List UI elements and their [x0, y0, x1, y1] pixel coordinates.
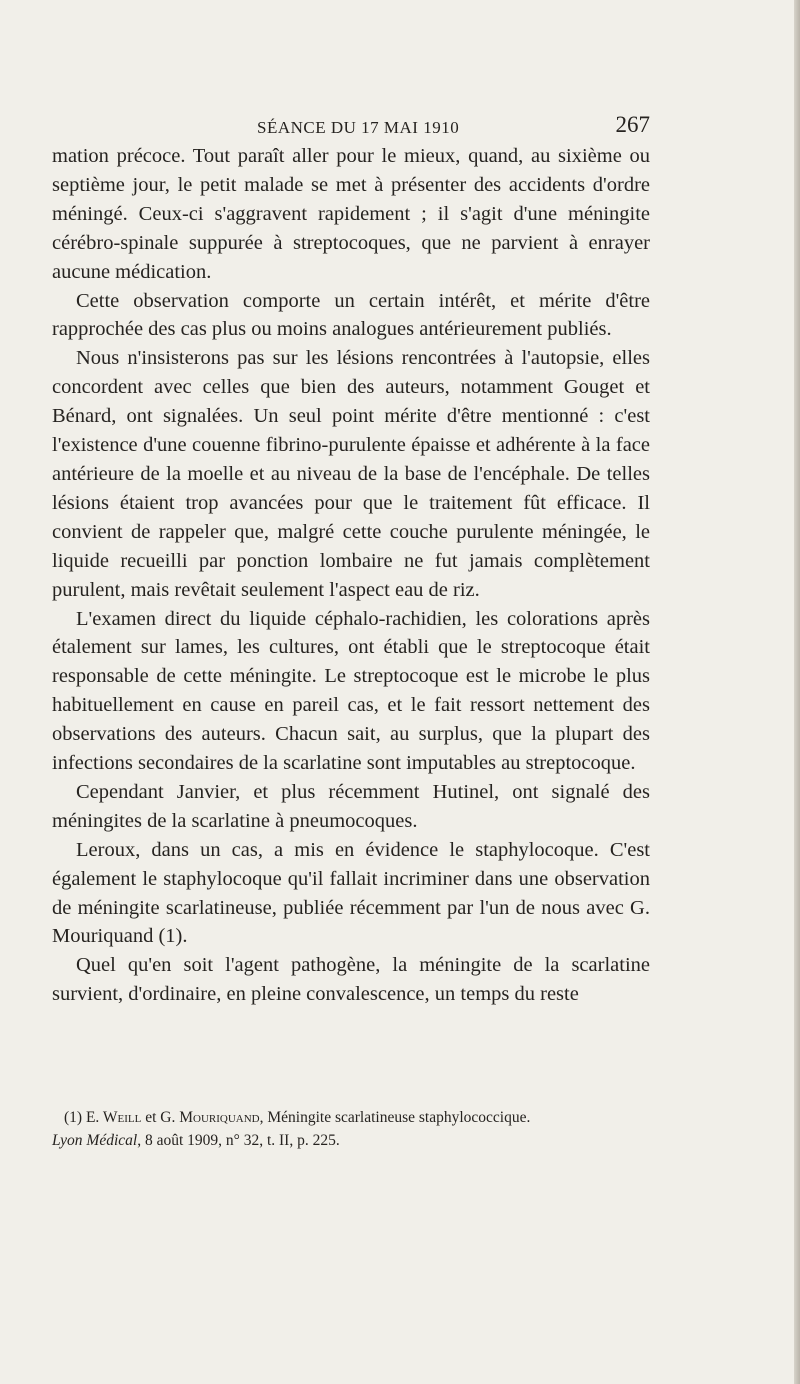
- footnote-title: Méningite scarlatineuse staphylococcique.: [267, 1109, 531, 1126]
- running-title: SÉANCE DU 17 MAI 1910: [257, 118, 460, 137]
- paragraph-5: Cependant Janvier, et plus récemment Hutinel, ont signalé des méningites de la scarlatine à pneumocoques.: [52, 780, 650, 832]
- page-edge: [794, 0, 800, 1384]
- footnote-conjunction: et: [145, 1109, 157, 1126]
- footnote-journal: Lyon Médical: [52, 1131, 138, 1149]
- paragraph-7: Quel qu'en soit l'agent pathogène, la méningite de la scarlatine survient, d'ordinaire, en pleine convalescence, un temps du reste: [52, 954, 650, 1006]
- footnote-author-1: E. Weill: [85, 1109, 142, 1126]
- paragraph-6: Leroux, dans un cas, a mis en évidence le staphylocoque. C'est également le staphylocoque qu'il fallait incriminer dans une observation de méningite scarlatineuse, publiée récemment par l'un de nous avec G. Mouriquand (1).: [52, 838, 650, 948]
- paragraph-1: mation précoce. Tout paraît aller pour le mieux, quand, au sixième ou septième jour, le petit malade se met à présenter des accidents d'ordre méningé. Ceux-ci s'aggravent rapidement ; il s'agit d'une méningite cérébro-spinale suppurée à streptocoques, que ne parvient à enrayer aucune médication.: [52, 145, 650, 283]
- footnote-details: , 8 août 1909, n° 32, t. II, p. 225.: [137, 1131, 340, 1149]
- page-number: 267: [615, 112, 650, 137]
- paragraph-2: Cette observation comporte un certain intérêt, et mérite d'être rapprochée des cas plus ou moins analogues antérieurement publiés.: [52, 289, 650, 341]
- footnote: (1) E. Weill et G. Mouriquand, Méningite scarlatineuse staphylococcique. Lyon Médical, 8 août 1909, n° 32, t. II, p. 225.: [52, 1109, 531, 1149]
- footnote-author-2: G. Mouriquand: [160, 1109, 260, 1126]
- footnote-marker: (1): [64, 1109, 83, 1126]
- running-head: [52, 112, 650, 144]
- paragraph-3: Nous n'insisterons pas sur les lésions rencontrées à l'autopsie, elles concordent avec celles que bien des auteurs, notamment Gouget et Bénard, ont signalées. Un seul point mérite d'être mentionné : c'est l'existence d'une couenne fibrino-purulente épaisse et adhérente à la face antérieure de la moelle et au niveau de la base de l'encéphale. De telles lésions étaient trop avancées pour que le traitement fût efficace. Il convient de rappeler que, malgré cette couche purulente méningée, le liquide recueilli par ponction lombaire ne fut jamais complètement purulent, mais revêtait seulement l'aspect eau de riz.: [52, 347, 650, 601]
- body-text: [52, 142, 650, 1009]
- paragraph-4: L'examen direct du liquide céphalo-rachidien, les colorations après étalement sur lames, les cultures, ont établi que le streptocoque était responsable de cette méningite. Le streptocoque est le microbe le plus habituellement en cause en pareil cas, et le fait ressort nettement des observations des auteurs. Chacun sait, au surplus, que la plupart des infections secondaires de la scarlatine sont imputables au streptocoque.: [52, 607, 650, 775]
